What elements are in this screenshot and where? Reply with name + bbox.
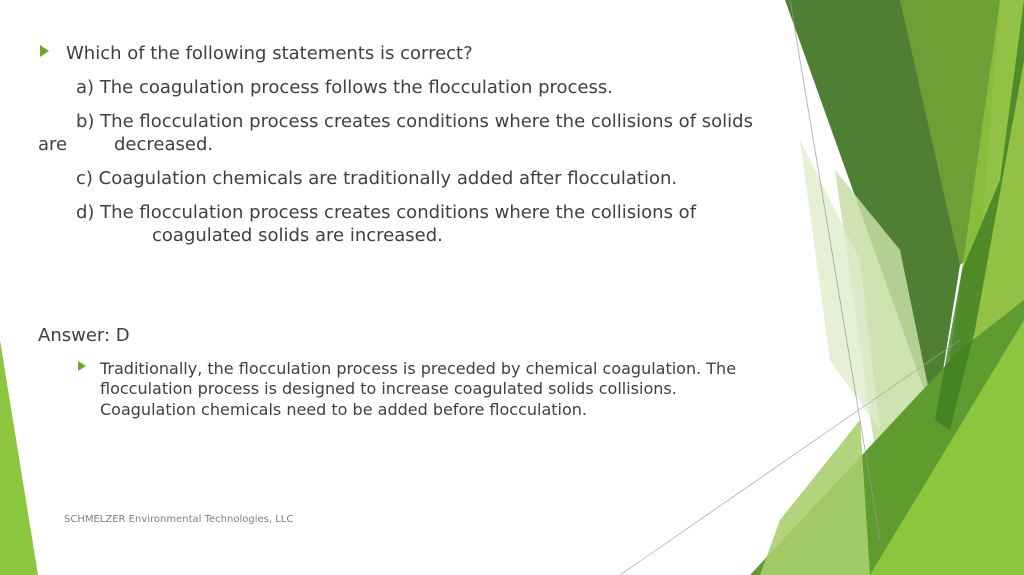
sub-bullet-arrow-icon — [78, 361, 86, 371]
explanation-line1: Traditionally, the flocculation process is preceded by chemical coagulation. The — [100, 359, 737, 378]
question-text: Which of the following statements is correct? — [66, 43, 473, 64]
option-b-prefix: are — [38, 134, 68, 155]
explanation-line2: flocculation process is designed to increase coagulated solids collisions. — [100, 379, 677, 398]
left-green-sliver — [0, 340, 38, 575]
option-c: c) Coagulation chemicals are traditionally added after flocculation. — [76, 168, 678, 189]
answer-text: Answer: D — [38, 325, 130, 346]
explanation-line3: Coagulation chemicals need to be added before flocculation. — [100, 400, 587, 419]
option-d-line2: coagulated solids are increased. — [152, 225, 443, 246]
option-b-line2: decreased. — [114, 134, 214, 155]
option-b-line1: b) The flocculation process creates conditions where the collisions of solids — [76, 111, 753, 132]
bullet-arrow-icon — [40, 45, 49, 57]
facet-bottom-light — [760, 420, 870, 575]
footer-text: SCHMELZER Environmental Technologies, LLC — [64, 514, 294, 525]
option-d-line1: d) The flocculation process creates conditions where the collisions of — [76, 202, 697, 223]
option-a: a) The coagulation process follows the flocculation process. — [76, 77, 613, 98]
